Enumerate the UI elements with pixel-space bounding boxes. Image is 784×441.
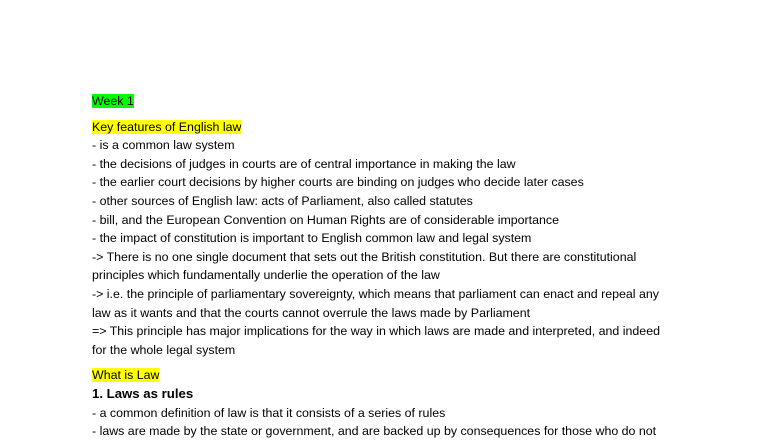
- text-line: - a common definition of law is that it consists of a series of rules: [92, 405, 446, 420]
- text-line: - is a common law system: [92, 138, 235, 153]
- document-body: [92, 92, 732, 441]
- text-line: - the impact of constitution is important to English common law and legal system: [92, 231, 532, 246]
- subheading-laws-as-rules: 1. Laws as rules: [92, 385, 194, 401]
- text-line: -> There is no one single document that sets out the British constitution. But there are constitutional: [92, 249, 637, 264]
- text-line: - the decisions of judges in courts are of central importance in making the law: [92, 156, 516, 171]
- paragraph-gap: [92, 111, 732, 118]
- text-line: - the earlier court decisions by higher courts are binding on judges who decide later cases: [92, 175, 584, 190]
- text-line: - bill, and the European Convention on Human Rights are of considerable importance: [92, 212, 559, 227]
- week-label: Week 1: [92, 94, 134, 108]
- text-line: -> i.e. the principle of parliamentary sovereignty, which means that parliament can enact and repeal any: [92, 286, 659, 301]
- text-line: principles which fundamentally underlie the operation of the law: [92, 268, 440, 283]
- section-heading-line: [92, 118, 732, 137]
- section-heading-line: [92, 366, 732, 385]
- text-line: - other sources of English law: acts of Parliament, also called statutes: [92, 193, 473, 208]
- text-line: law as it wants and that the courts cannot overrule the laws made by Parliament: [92, 305, 531, 320]
- text-line: - laws are made by the state or government, and are backed up by consequences for those who do not: [92, 424, 657, 439]
- section-heading-what-is-law: What is Law: [92, 368, 160, 383]
- paragraph-gap: [92, 359, 732, 366]
- week-line: [92, 92, 732, 111]
- text-line: for the whole legal system: [92, 342, 236, 357]
- section-heading-key-features: Key features of English law: [92, 119, 242, 134]
- text-line: => This principle has major implications for the way in which laws are made and interpreted, and indeed: [92, 324, 660, 339]
